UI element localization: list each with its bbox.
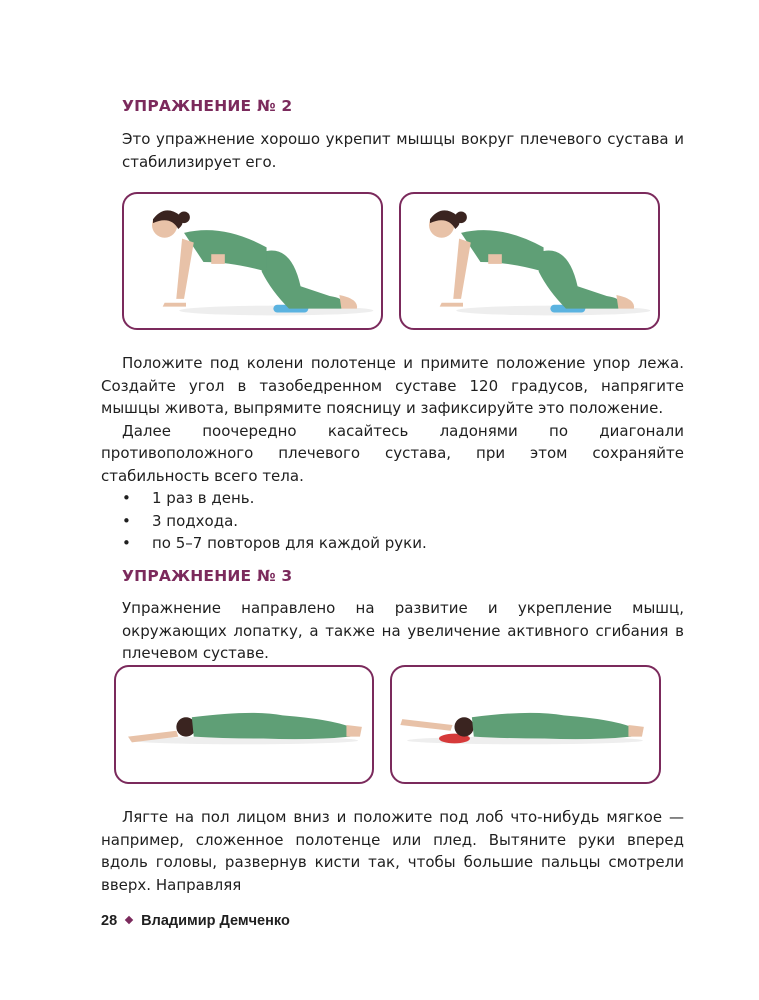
exercise-2-bullet-list bbox=[101, 487, 684, 555]
exercise-3-paragraph: Лягте на пол лицом вниз и положите под лоб что-нибудь мягкое — например, сложенное полотенце или плед. Вытяните руки вперед вдоль головы, развернув кисти так, чтобы большие пальцы смотрели вверх. Направляя bbox=[101, 808, 684, 894]
author-name: Владимир Демченко bbox=[141, 913, 290, 929]
exercise-2-paragraph-1: Положите под колени полотенце и примите положение упор лежа. Создайте угол в тазобедренном суставе 120 градусов, напрягите мышцы живота, выпрямите поясницу и зафиксируйте это положение. bbox=[101, 354, 684, 417]
diamond-separator-icon bbox=[125, 916, 133, 924]
bullet-item: • по 5–7 повторов для каждой руки. bbox=[101, 532, 684, 555]
prone-lying-illustration bbox=[116, 667, 372, 782]
exercise-3-heading: УПРАЖНЕНИЕ № 3 bbox=[122, 567, 293, 585]
kneeling-plank-illustration bbox=[124, 194, 381, 328]
prone-arms-raised-illustration bbox=[392, 667, 659, 782]
bullet-item: • 1 раз в день. bbox=[101, 487, 684, 510]
exercise-2-photo-right bbox=[399, 192, 660, 330]
bullet-item: • 3 подхода. bbox=[101, 510, 684, 533]
exercise-3-photo-left bbox=[114, 665, 374, 784]
exercise-2-instructions bbox=[101, 352, 684, 555]
exercise-2-heading: УПРАЖНЕНИЕ № 2 bbox=[122, 97, 293, 115]
exercise-3-photo-right bbox=[390, 665, 661, 784]
exercise-2-paragraph-2: Далее поочередно касайтесь ладонями по диагонали противоположного плечевого сустава, при этом сохраняйте стабильность всего тела. bbox=[101, 421, 684, 485]
kneeling-plank-reach-illustration bbox=[401, 194, 658, 328]
exercise-2-intro: Это упражнение хорошо укрепит мышцы вокруг плечевого сустава и стабилизирует его. bbox=[122, 130, 684, 171]
exercise-2-photo-left bbox=[122, 192, 383, 330]
page-number: 28 bbox=[101, 913, 118, 929]
page-footer bbox=[101, 913, 290, 929]
exercise-3-intro: Упражнение направлено на развитие и укрепление мышц, окружающих лопатку, а также на увеличение активного сгибания в плечевом суставе. bbox=[122, 599, 684, 662]
